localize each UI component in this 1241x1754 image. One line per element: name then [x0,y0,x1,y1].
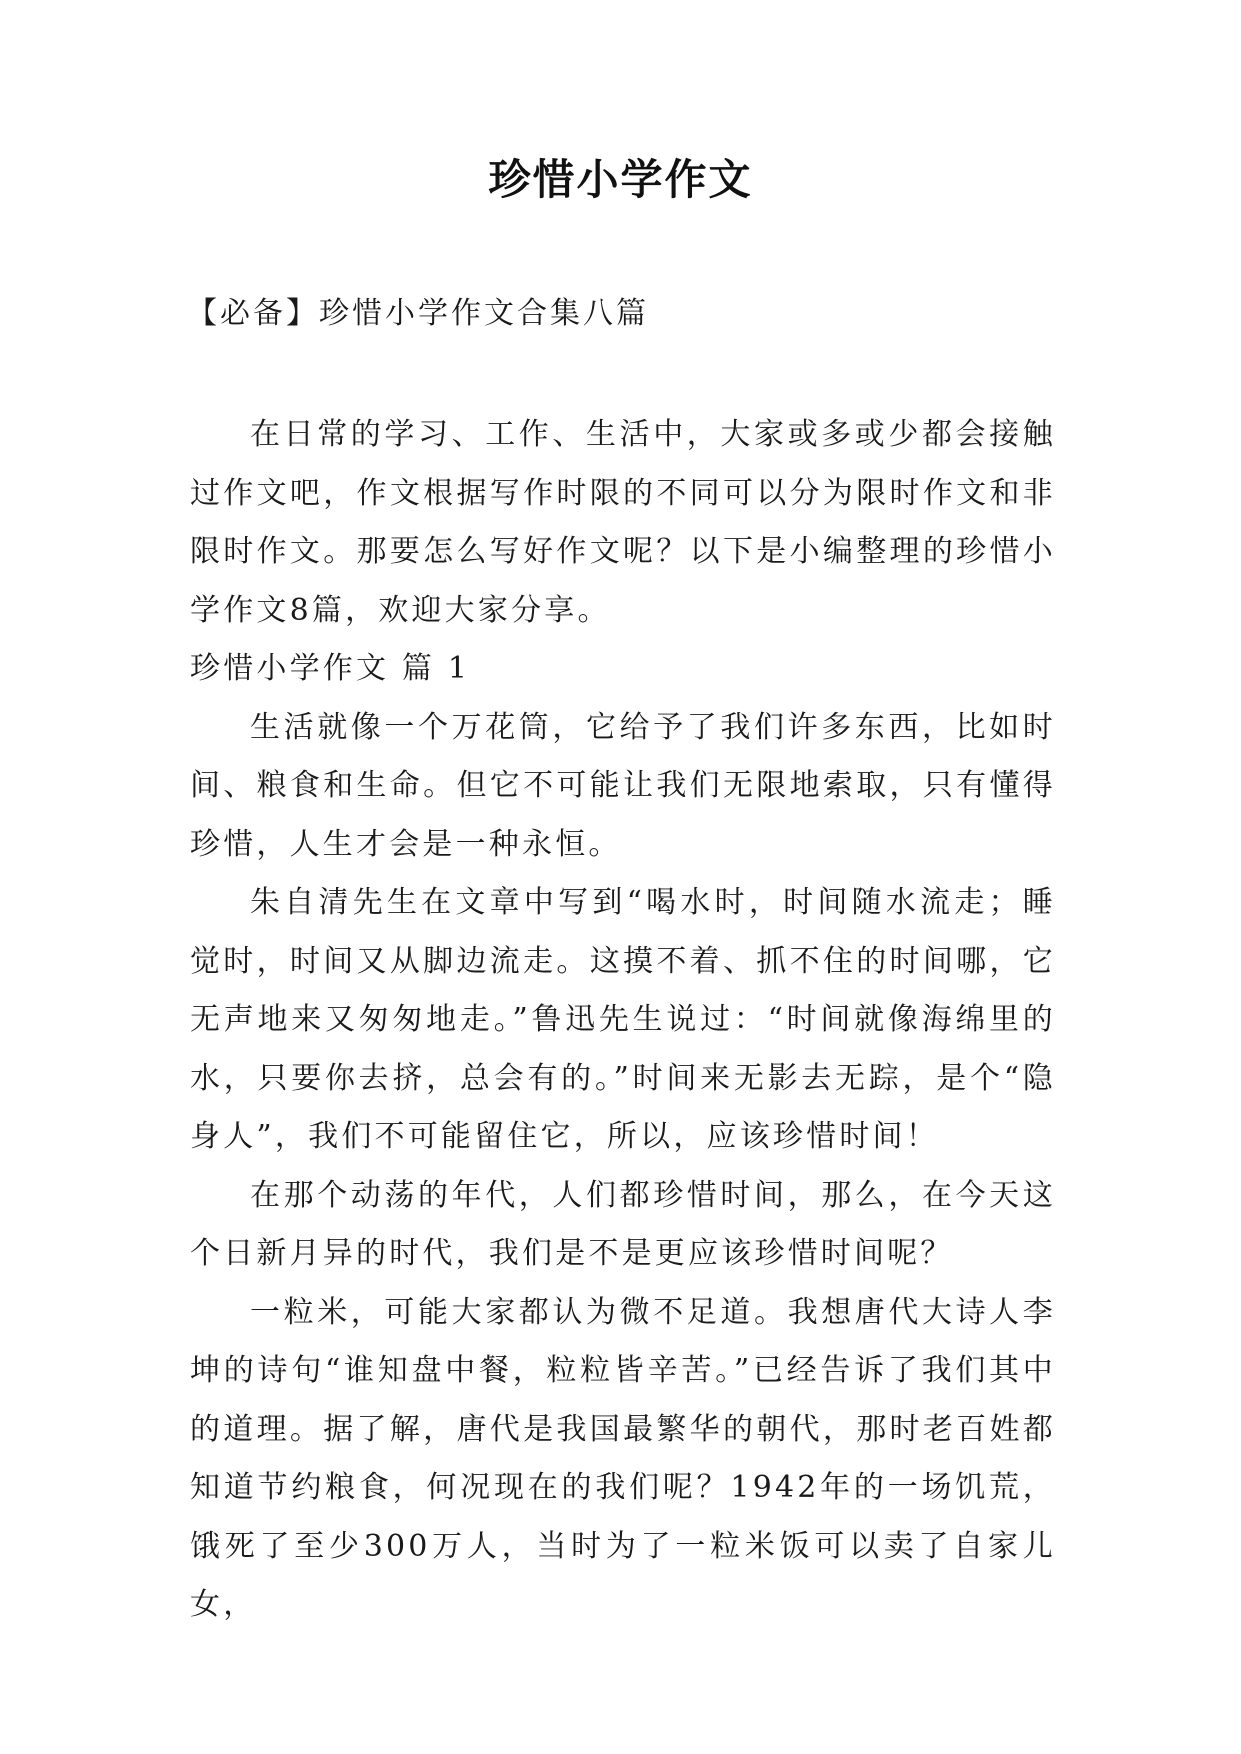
body-paragraph: 朱自清先生在文章中写到“喝水时，时间随水流走；睡觉时，时间又从脚边流走。这摸不着、抓不住的时间哪，它无声地来又匆匆地走。”鲁迅先生说过：“时间就像海绵里的水，只要你去挤，总会有的。”时间来无影去无踪，是个“隐身人”，我们不可能留住它，所以，应该珍惜时间！ [190,885,1056,1154]
section-heading: 珍惜小学作文 篇 1 [190,651,471,686]
intro-paragraph: 在日常的学习、工作、生活中，大家或多或少都会接触过作文吧，作文根据写作时限的不同可以分为限时作文和非限时作文。那要怎么写好作文呢？以下是小编整理的珍惜小学作文8篇，欢迎大家分享。 [190,417,1056,628]
body-paragraph: 一粒米，可能大家都认为微不足道。我想唐代大诗人李坤的诗句“谁知盘中餐，粒粒皆辛苦。”已经告诉了我们其中的道理。据了解，唐代是我国最繁华的朝代，那时老百姓都知道节约粮食，何况现在的我们呢？1942年的一场饥荒，饿死了至少300万人，当时为了一粒米饭可以卖了自家儿女， [190,1294,1056,1622]
document-subtitle: 【必备】珍惜小学作文合集八篇 [187,296,649,331]
body-paragraph: 在那个动荡的年代，人们都珍惜时间，那么，在今天这个日新月异的时代，我们是不是更应该珍惜时间呢？ [190,1177,1056,1271]
document-title: 珍惜小学作文 [488,155,753,204]
document-body [190,406,1056,1635]
body-paragraph: 生活就像一个万花筒，它给予了我们许多东西，比如时间、粮食和生命。但它不可能让我们无限地索取，只有懂得珍惜，人生才会是一种永恒。 [190,709,1056,862]
